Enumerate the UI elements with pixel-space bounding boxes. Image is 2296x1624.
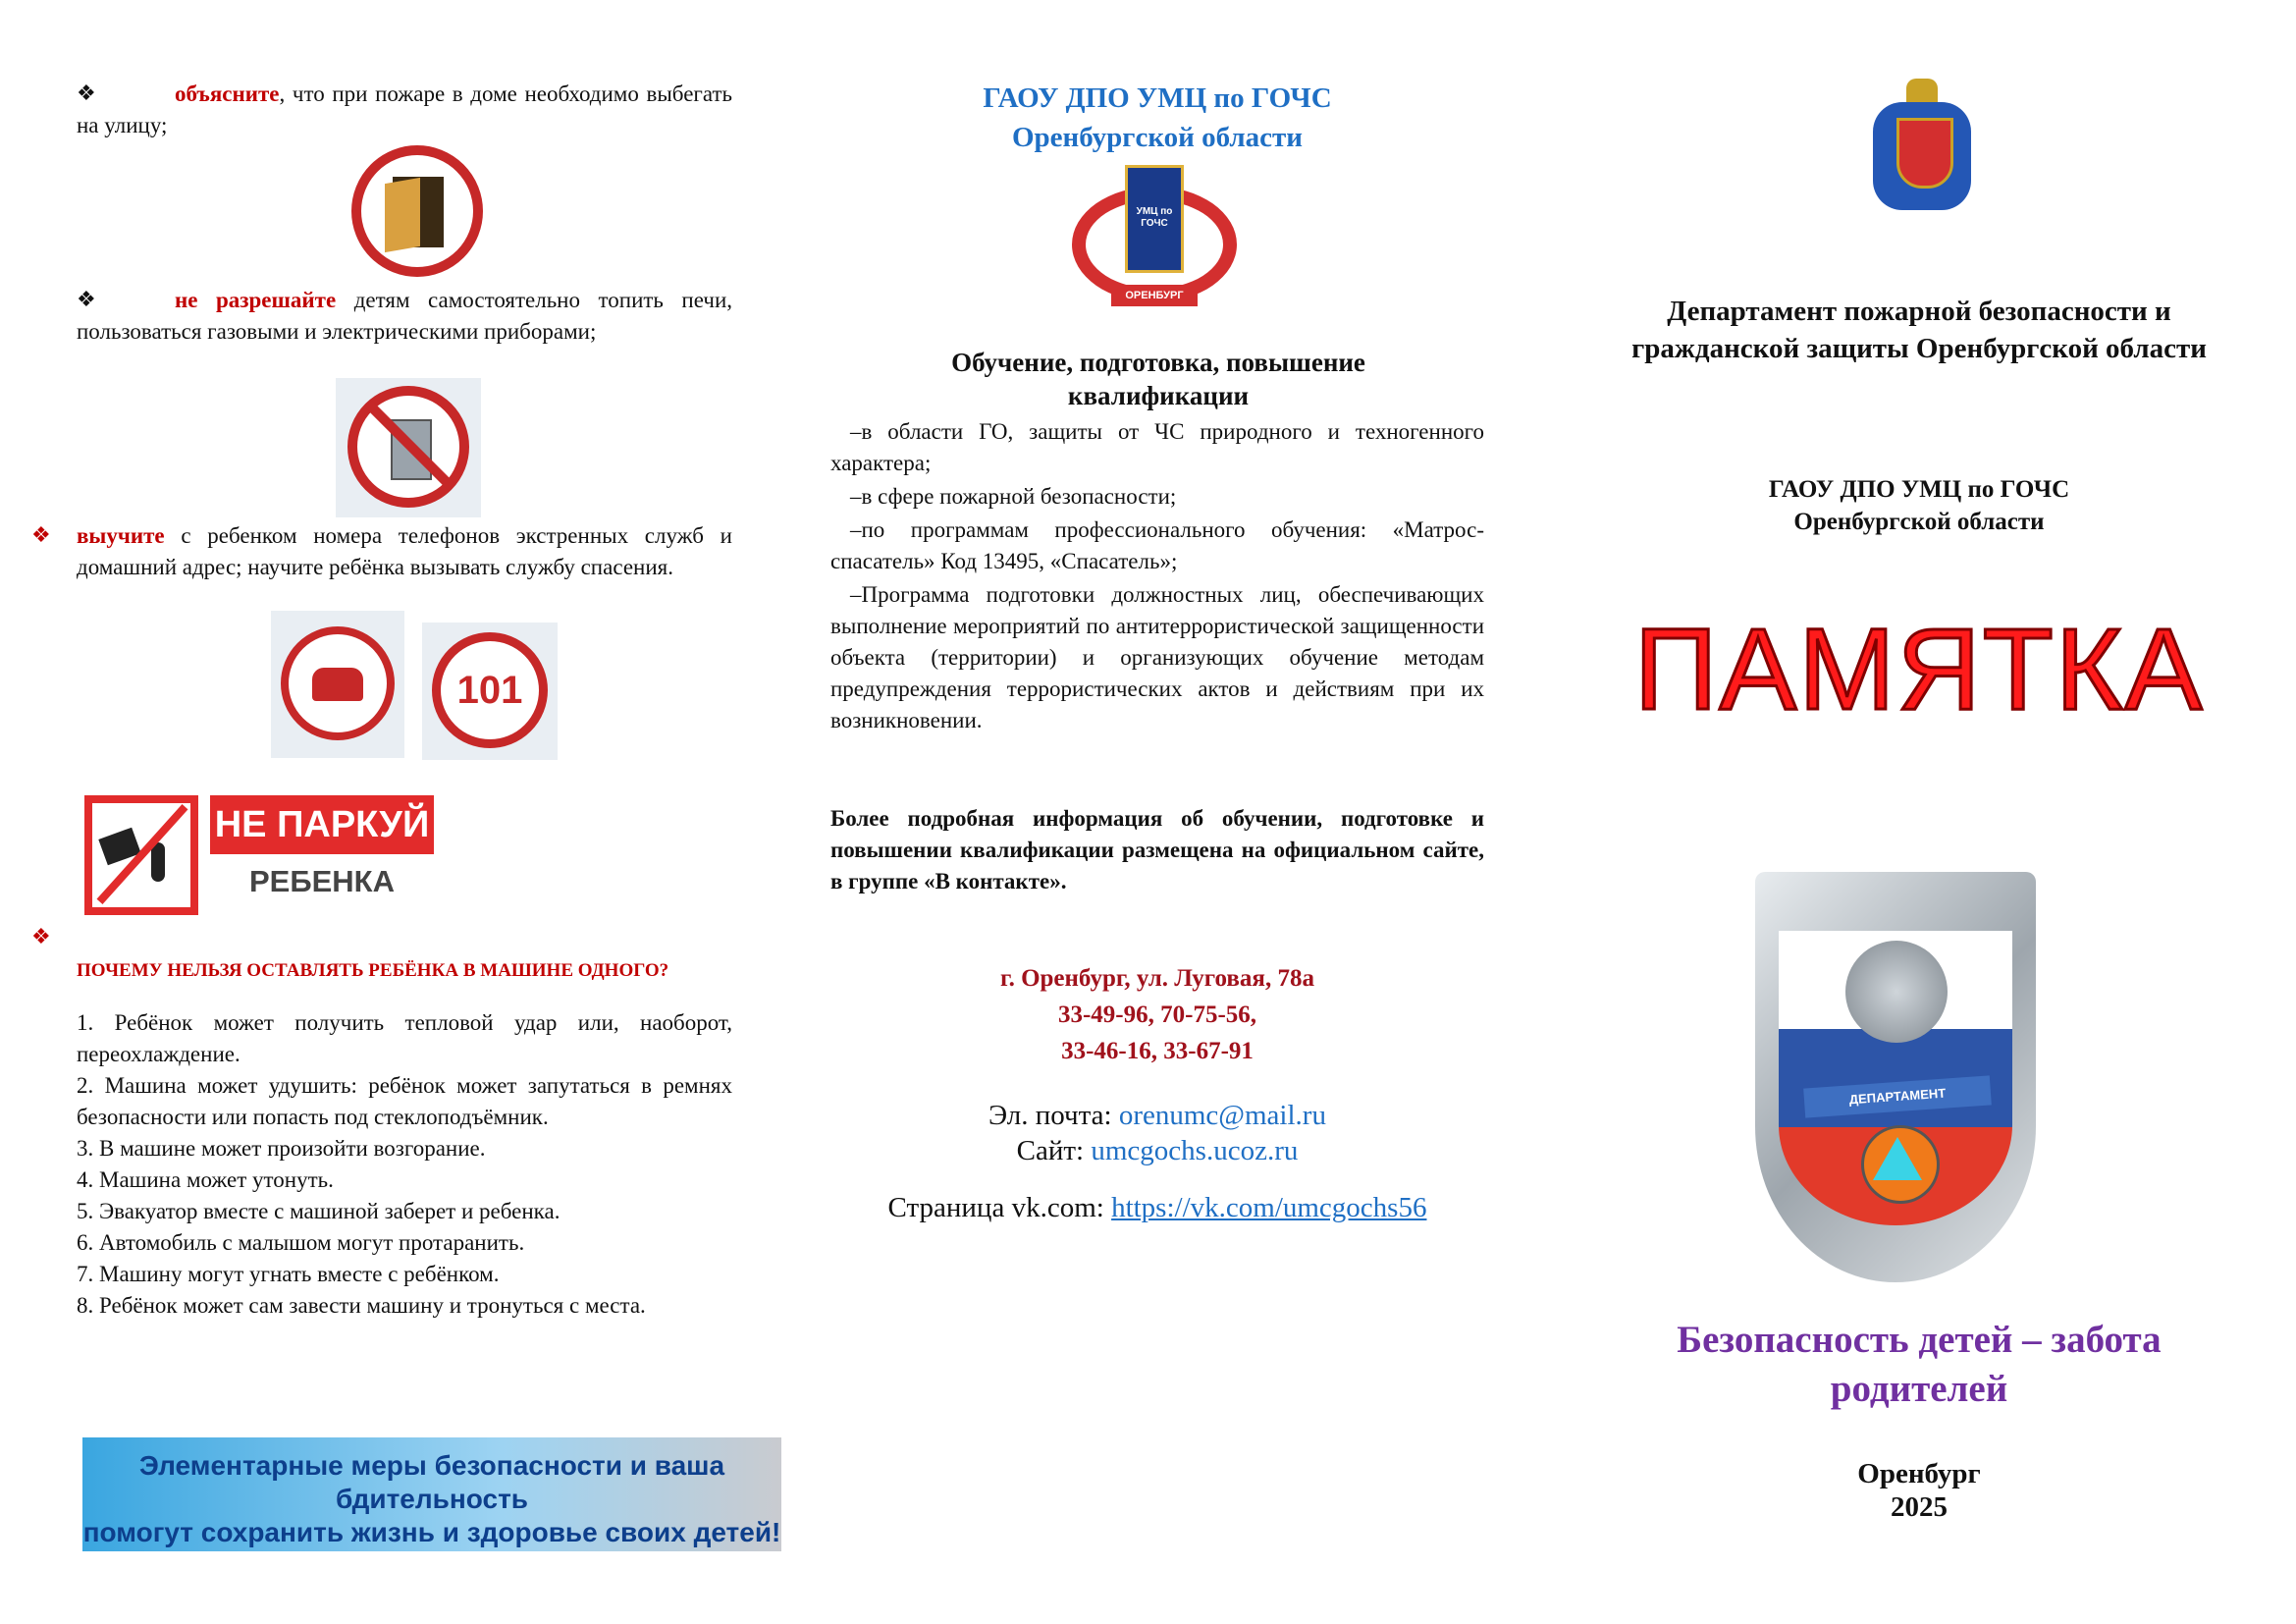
list-item: 3. В машине может произойти возгорание. (77, 1136, 486, 1161)
year: 2025 (1891, 1491, 1948, 1523)
emergency-101-icon: 101 (422, 623, 558, 760)
banner-line: помогут сохранить жизнь и здоровье своих детей! (82, 1517, 781, 1547)
list-item: 4. Машина может утонуть. (77, 1167, 334, 1192)
department-name: Департамент пожарной безопасности и гражданской защиты Оренбургской области (1631, 296, 2207, 364)
safety-banner (82, 1437, 781, 1551)
email-link[interactable]: orenumc@mail.ru (1118, 1100, 1326, 1131)
item-explain: ❖ объясните, что при пожаре в доме необходимо выбегать на улицу; (77, 79, 732, 141)
umc-logo (1072, 159, 1237, 316)
banner-line: Элементарные меры безопасности и ваша бдительность (138, 1450, 725, 1514)
logo-text: УМЦ по ГОЧС (1136, 206, 1173, 229)
org-header-right (1610, 473, 2228, 538)
reasons-list (77, 1007, 732, 1322)
phones: 33-46-16, 33-67-91 (1061, 1038, 1254, 1064)
city-year (1610, 1457, 2228, 1524)
site-line: Сайт: umcgochs.ucoz.ru (1016, 1135, 1299, 1166)
training-heading: Обучение, подготовка, повышение квалификации (951, 348, 1365, 410)
list-item: 2. Машина может удушить: ребёнок может запутаться в ремнях безопасности или попасть под стеклоподъёмник. (77, 1073, 732, 1129)
phones: 33-49-96, 70-75-56, (1057, 1001, 1257, 1028)
no-park-label: НЕ ПАРКУЙ (210, 795, 434, 854)
memo-title: ПАМЯТКА (1633, 605, 2205, 734)
list-item: 8. Ребёнок может сам завести машину и тронуться с места. (77, 1293, 646, 1318)
address: г. Оренбург, ул. Луговая, 78а (1000, 965, 1314, 992)
department-shield-emblem (1755, 872, 2036, 1282)
shield-ribbon: ДЕПАРТАМЕНТ (1803, 1075, 1992, 1117)
org-name: ГАОУ ДПО УМЦ по ГОЧС (983, 82, 1332, 114)
more-info: Более подробная информация об обучении, подготовке и повышении квалификации размещена на официальном сайте, в группе «В контакте». (830, 806, 1484, 893)
site-link[interactable]: umcgochs.ucoz.ru (1091, 1135, 1299, 1166)
org-region: Оренбургской области (1012, 122, 1303, 153)
org-region: Оренбургской области (1793, 509, 2045, 535)
org-header (830, 79, 1484, 157)
contacts (830, 960, 1484, 1069)
list-item: 1. Ребёнок может получить тепловой удар или, наоборот, переохлаждение. (77, 1010, 732, 1066)
diamond-bullet-icon: ❖ (31, 523, 51, 548)
list-item: –в области ГО, защиты от ЧС природного и техногенного характера; (830, 419, 1484, 475)
item-forbid: ❖ не разрешайте детям самостоятельно топить печи, пользоваться газовыми и электрическими приборами; (77, 285, 732, 348)
memo-subtitle: Безопасность детей – забота родителей (1677, 1319, 2162, 1410)
diamond-bullet-icon: ❖ (77, 81, 96, 106)
no-child-in-car-sign (84, 795, 198, 915)
list-item: –в сфере пожарной безопасности; (850, 484, 1177, 509)
phone-icon (271, 611, 404, 758)
coat-of-arms (1869, 79, 1975, 218)
vk-link[interactable]: https://vk.com/umcgochs56 (1111, 1192, 1427, 1223)
vk-line: Страница vk.com: https://vk.com/umcgochs56 (887, 1192, 1427, 1223)
list-item: 7. Машину могут угнать вместе с ребёнком. (77, 1262, 500, 1286)
online-contacts (830, 1098, 1484, 1225)
diamond-bullet-icon: ❖ (31, 925, 51, 949)
exit-door-icon (351, 145, 483, 277)
logo-ribbon: ОРЕНБУРГ (1111, 285, 1198, 306)
list-item: 6. Автомобиль с малышом могут протаранить. (77, 1230, 525, 1255)
training-list (830, 416, 1484, 736)
item-learn: ❖ выучите с ребенком номера телефонов экстренных служб и домашний адрес; научите ребёнка вызывать службу спасения. (77, 520, 732, 583)
city: Оренбург (1857, 1458, 1981, 1489)
list-item: 5. Эвакуатор вместе с машиной заберет и ребенка. (77, 1199, 561, 1223)
no-stove-icon (336, 378, 481, 517)
diamond-bullet-icon: ❖ (77, 288, 96, 312)
list-item: –по программам профессионального обучения: «Матрос-спасатель» Код 13495, «Спасатель»; (830, 517, 1484, 573)
child-label: РЕБЕНКА (248, 864, 395, 898)
question-heading: ПОЧЕМУ НЕЛЬЗЯ ОСТАВЛЯТЬ РЕБЁНКА В МАШИНЕ ОДНОГО? (77, 960, 669, 981)
email-line: Эл. почта: orenumc@mail.ru (988, 1100, 1326, 1131)
list-item: –Программа подготовки должностных лиц, обеспечивающих выполнение мероприятий по антитеррористической защищенности объекта (территории) и организующих обучение методам предупреждения террористических актов и действиям при их возникновении. (830, 582, 1484, 732)
org-name: ГАОУ ДПО УМЦ по ГОЧС (1768, 476, 2070, 503)
